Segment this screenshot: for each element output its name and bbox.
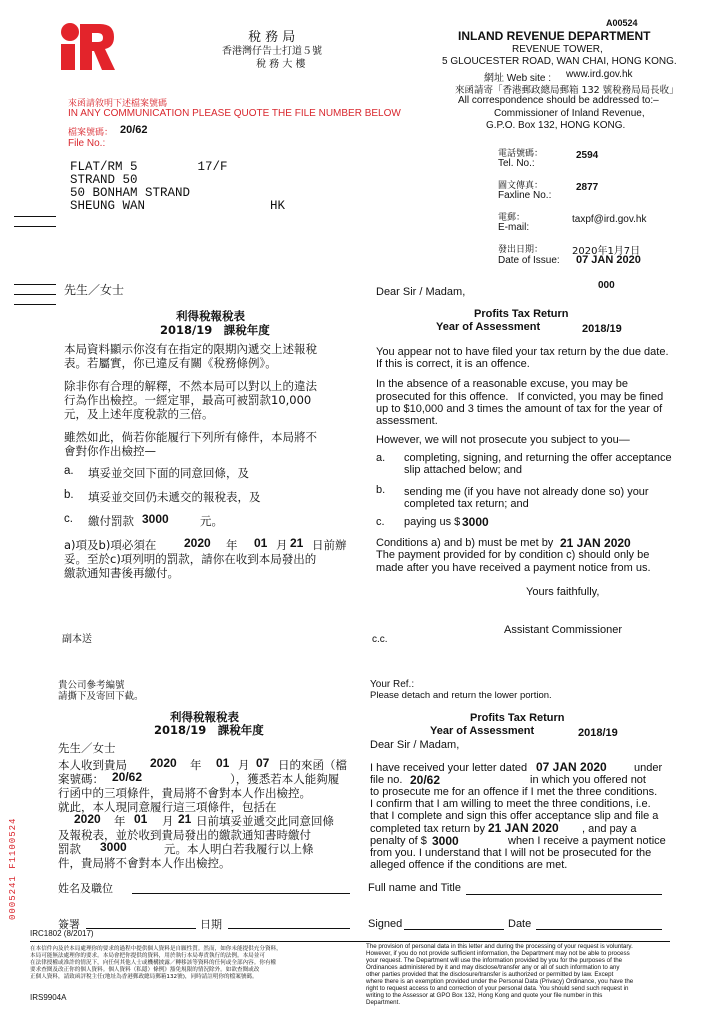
slip-en-title-1: Profits Tax Return [470, 712, 565, 724]
slip-zh-line4: 就此，本人現同意履行這三項條件，包括在 [58, 800, 277, 814]
en-correspondence-1: All correspondence should be addressed to:– [458, 95, 659, 106]
slip-en-line3: to prosecute me for an offence if I met the three conditions. [370, 786, 658, 798]
en-para4-line2: The payment provided for by condition c) should only be [376, 549, 650, 561]
slip-en-line7-prefix: penalty of $ [370, 835, 427, 847]
date-label-zh: 發出日期： [498, 245, 544, 255]
slip-en-line9: alleged offence if the conditions are met. [370, 859, 568, 871]
zh-item-c-unit: 元。 [200, 514, 223, 528]
en-address: 5 GLOUCESTER ROAD, WAN CHAI, HONG KONG. [442, 56, 677, 67]
en-para4-line1: Conditions a) and b) must be met by [376, 537, 554, 549]
file-label-en: File No.: [68, 138, 106, 149]
slip-en-line1-date: 07 JAN 2020 [536, 760, 607, 774]
en-title-2: Year of Assessment [436, 321, 541, 333]
file-number: 20/62 [120, 124, 148, 136]
tel-label-en: Tel. No.: [498, 158, 535, 169]
footer-zh-2: 本局可能無法處理你的要求。本局會把你提供的資料，用於執行本局專責執行的法例。本局並可 [30, 953, 265, 959]
slip-en-line4: I confirm that I am willing to meet the three conditions, i.e. [370, 798, 651, 810]
date-value-zh: 2020年1月7日 [572, 246, 641, 257]
zh-item-c-label: c. [64, 513, 73, 525]
en-item-b-line1: sending me (if you have not already done so) your [404, 486, 649, 498]
email-value[interactable]: taxpf@ird.gov.hk [572, 214, 647, 225]
en-correspondence-2: Commissioner of Inland Revenue, [494, 108, 645, 119]
slip-zh-line7-prefix: 罰款 [58, 842, 81, 856]
footer-en-3: your request. The Department will use the information provided by you for the purposes of the [366, 957, 623, 964]
slip-en-title-year: 2018/19 [578, 727, 618, 739]
ird-logo [58, 20, 116, 72]
zh-salutation: 先生／女士 [64, 283, 125, 297]
footer-en-1: The provision of personal data in this letter and during the processing of your request is voluntary. [366, 943, 633, 950]
zh-address: 香港灣仔告士打道５號 [222, 46, 322, 57]
margin-mark [14, 216, 56, 217]
en-item-a-label: a. [376, 452, 386, 464]
en-para2-line3: up to $10,000 and 3 times the amount of tax for the year of [376, 403, 663, 415]
vertical-barcode-text: 0005241 F1100524 [8, 817, 18, 920]
slip-zh-line5-month: 01 [134, 812, 148, 826]
fax-label-en: Faxline No.: [498, 190, 552, 201]
slip-en-line1-prefix: I have received your letter dated [370, 762, 528, 774]
margin-mark [14, 294, 56, 295]
zh-item-c-text: 繳付罰款 [88, 514, 134, 528]
slip-zh-detach: 請撕下及寄回下截。 [58, 691, 144, 702]
zh-para2-line3: 元，及上述年度稅款的三倍。 [64, 407, 214, 421]
slip-zh-signed-line[interactable] [86, 928, 196, 929]
zh-para3-line1: 雖然如此，倘若你能履行下列所有條件，本局將不 [64, 430, 317, 444]
date-label-en: Date of Issue: [498, 255, 560, 266]
en-para2-line1: In the absence of a reasonable excuse, you may be [376, 378, 628, 390]
website-label: 網址 Web site : [484, 73, 552, 84]
slip-en-date-label: Date [508, 918, 532, 930]
zh-para1-line2: 表。若屬實，你已違反有關《稅務條例》。 [64, 356, 277, 370]
slip-zh-date-label: 日期 [200, 918, 222, 931]
zh-correspondence: 來函請寄「香港郵政總局郵箱 132 號稅務局局長收」 [455, 85, 679, 96]
slip-en-line7-amount: 3000 [432, 834, 459, 848]
footer-en-9: Department. [366, 999, 401, 1006]
address-line-4: SHEUNG WAN [70, 199, 146, 213]
en-item-b-label: b. [376, 484, 386, 496]
zh-building: 稅 務 大 樓 [256, 59, 306, 70]
slip-en-name-label: Full name and Title [368, 882, 461, 894]
slip-en-line6-suffix: , and pay a [582, 823, 637, 835]
tel-label-zh: 電話號碼： [498, 149, 544, 159]
date-value-en: 07 JAN 2020 [576, 254, 641, 266]
en-item-c-amount: 3000 [462, 515, 489, 529]
zh-item-a-label: a. [64, 465, 74, 477]
slip-zh-salutation: 先生／女士 [58, 741, 116, 755]
en-para3: However, we will not prosecute you subject to you— [376, 434, 630, 446]
slip-en-name-line[interactable] [466, 894, 662, 895]
slip-zh-line1-m: 月 [238, 758, 250, 772]
slip-zh-line1-prefix: 本人收到貴局 [58, 758, 127, 772]
email-label-zh: 電郵： [498, 213, 526, 223]
zh-item-b-text: 填妥並交回仍未遞交的報稅表，及 [88, 490, 261, 504]
fax-value: 2877 [576, 182, 599, 193]
en-dept-name: INLAND REVENUE DEPARTMENT [458, 29, 651, 43]
zh-para4-m: 月 [276, 538, 288, 552]
address-line-3: 50 BONHAM STRAND [70, 186, 191, 200]
tel-value: 2594 [576, 150, 599, 161]
footer-irs-code: IRS9904A [30, 993, 67, 1002]
slip-zh-line1-y: 年 [190, 758, 202, 772]
zh-item-b-label: b. [64, 489, 74, 501]
footer-en-6: where there is an exemption provided under the Personal Data (Privacy) Ordinance, you have the [366, 978, 634, 985]
zh-para4-day: 21 [290, 536, 304, 550]
quote-en: IN ANY COMMUNICATION PLEASE QUOTE THE FILE NUMBER BELOW [68, 108, 401, 119]
en-para4-line3: made after you have received a payment notice from us. [376, 562, 651, 574]
en-para1-line1: You appear not to have filed your tax return by the due date. [376, 346, 669, 358]
en-item-a-line1: completing, signing, and returning the offer acceptance [404, 452, 672, 464]
footer-en-5: other parties provided that the disclosure/transfer is authorized or permitted by law. Except [366, 971, 614, 978]
zh-item-a-text: 填妥並交回下面的同意回條，及 [88, 466, 249, 480]
slip-zh-title-2: 2018/19 課稅年度 [154, 723, 264, 737]
slip-en-salutation: Dear Sir / Madam, [370, 739, 460, 751]
footer-en-2: However, if you do not provide sufficient information, the Department may not be able to process [366, 950, 630, 957]
website-link[interactable]: www.ird.gov.hk [566, 69, 633, 80]
zh-para4-line2: 妥。至於c)項列明的罰款，請你在收到本局發出的 [64, 552, 317, 566]
en-item-b-line2: completed tax return; and [404, 498, 529, 510]
ref-code: 000 [598, 280, 615, 291]
email-label-en: E-mail: [498, 222, 530, 233]
footer-zh-1: 在本信件內及於本局處理你的要求的過程中提供個人資料是自願性質。然而，如你未能提供充分資料， [30, 946, 282, 952]
en-correspondence-3: G.P.O. Box 132, HONG KONG. [486, 120, 626, 131]
slip-zh-name-line[interactable] [132, 893, 350, 894]
slip-en-title-2: Year of Assessment [430, 725, 535, 737]
zh-title-2: 2018/19 課稅年度 [160, 323, 270, 337]
zh-para2-line1: 除非你有合理的解釋，不然本局可以對以上的違法 [64, 379, 317, 393]
zh-cc: 副本送 [62, 634, 92, 645]
address-country: HK [270, 199, 286, 213]
slip-zh-name-label: 姓名及職位 [58, 882, 113, 895]
footer-zh-5: 正個人資料，請致函評稅主任(地址為香港郵政總局郵箱132號)，同時請註明你的檔案號碼。 [30, 974, 258, 980]
en-item-c-label: c. [376, 516, 385, 528]
slip-en-detach: Please detach and return the lower portion. [370, 690, 552, 701]
slip-zh-line1-month: 01 [216, 756, 230, 770]
slip-zh-line7-amount: 3000 [100, 840, 127, 854]
slip-zh-line2-file: 20/62 [112, 770, 143, 784]
slip-en-line2-file: 20/62 [410, 773, 441, 787]
footer-en-8: writing to the Assessor at GPO Box 132, Hong Kong and quote your file number in this [366, 992, 603, 999]
file-label-zh: 檔案號碼： [68, 128, 114, 138]
en-item-c-text: paying us $ [404, 516, 461, 528]
slip-en-date-line[interactable] [536, 929, 662, 930]
ird-logo-mark [58, 20, 116, 72]
slip-zh-line2-prefix: 案號碼： [58, 772, 104, 786]
footer-divider [30, 941, 670, 942]
slip-zh-line1-year: 2020 [150, 756, 177, 770]
slip-en-line5: that I complete and sign this offer acceptance slip and file a [370, 810, 659, 822]
en-item-a-line2: slip attached below; and [404, 464, 523, 476]
slip-en-line2-suffix: in which you offered not [530, 774, 646, 786]
en-title-year: 2018/19 [582, 323, 622, 335]
zh-title-1: 利得稅報稅表 [176, 309, 245, 323]
zh-para4-d: 日前辦 [312, 538, 347, 552]
en-title-1: Profits Tax Return [474, 308, 569, 320]
slip-en-line2-prefix: file no. [370, 774, 403, 786]
footer-zh-3: 在法律授權或准許的情況下，向任何其他人士或機構披露／轉移該等資料的任何或全部內容。你有權 [30, 960, 277, 966]
en-salutation: Dear Sir / Madam, [376, 286, 466, 298]
slip-zh-date-line[interactable] [228, 928, 350, 929]
footer-en-4: Ordinances administered by it and may disclose/transfer any or all of such information to any [366, 964, 620, 971]
en-closing: Yours faithfully, [526, 586, 600, 598]
footer-zh-4: 要求查閱及改正你的個人資料。個人資料（私隱）條例》豁免規限的情況除外。如欲查閱或改 [30, 967, 260, 973]
slip-zh-line6: 及報稅表，並於收到貴局發出的繳款通知書時繳付 [58, 828, 311, 842]
margin-mark [14, 226, 56, 227]
fax-label-zh: 圖文傳真： [498, 181, 544, 191]
form-number: IRC1802 (8/2017) [30, 929, 94, 938]
zh-para4-line3: 繳款通知書後再繳付。 [64, 566, 179, 580]
slip-zh-line8: 件，貴局將不會對本人作出檢控。 [58, 856, 231, 870]
slip-zh-line3: 行函中的三項條件，貴局將不會對本人作出檢控。 [58, 786, 311, 800]
slip-en-signed-label: Signed [368, 918, 403, 930]
slip-zh-line5-y: 年 [114, 814, 126, 828]
address-line-1: FLAT/RM 5 17/F [70, 160, 228, 174]
slip-en-line7-suffix: when I receive a payment notice [508, 835, 666, 847]
zh-para4-y: 年 [226, 538, 238, 552]
slip-zh-line2-rest: ），獲悉若本人能夠履 [230, 772, 340, 786]
zh-para1-line1: 本局資料顯示你沒有在指定的限期內遞交上述報稅 [64, 342, 317, 356]
zh-para4-year: 2020 [184, 536, 211, 550]
en-cc: c.c. [372, 634, 388, 645]
address-line-2: STRAND 50 [70, 173, 138, 187]
slip-en-signed-line[interactable] [404, 929, 504, 930]
slip-en-line6-date: 21 JAN 2020 [488, 821, 559, 835]
slip-zh-line1-d: 日的來函（檔 [278, 758, 347, 772]
en-para1-line2: If this is correct, it is an offence. [376, 358, 530, 370]
en-para4-date: 21 JAN 2020 [560, 536, 631, 550]
zh-para4-month: 01 [254, 536, 268, 550]
form-code: A00524 [606, 18, 638, 28]
slip-en-line8: from you. I understand that I will not be prosecuted for the [370, 847, 652, 859]
slip-zh-line5-d: 日前填妥並遞交此同意回條 [196, 814, 334, 828]
zh-para2-line2: 行為作出檢控。一經定罪，最高可被罰款10,000 [64, 393, 312, 407]
slip-en-line1-suffix: under [634, 762, 663, 774]
slip-en-your-ref: Your Ref.: [370, 679, 415, 690]
zh-item-c-amount: 3000 [142, 512, 169, 526]
slip-zh-ref: 貴公司參考編號 [58, 680, 125, 691]
slip-zh-line5-day: 21 [178, 812, 192, 826]
slip-en-line6-prefix: completed tax return by [370, 823, 485, 835]
en-signer: Assistant Commissioner [504, 624, 622, 636]
margin-mark [14, 284, 56, 285]
en-tower: REVENUE TOWER, [512, 44, 603, 55]
footer-en-7: right to request access to and correction of your personal data. You should send such request in [366, 985, 629, 992]
slip-zh-title-1: 利得稅報稅表 [170, 710, 239, 724]
margin-mark [14, 304, 56, 305]
slip-zh-line5-year: 2020 [74, 812, 101, 826]
slip-zh-line1-day: 07 [256, 756, 270, 770]
zh-dept-name: 稅 務 局 [248, 30, 296, 45]
zh-para3-line2: 會對你作出檢控— [64, 444, 156, 458]
en-para2-line4: assessment. [376, 415, 438, 427]
en-para2-line2: prosecuted for this offence. If convicted, you may be fined [376, 391, 664, 403]
quote-zh: 來函請敘明下述檔案號碼 [68, 99, 168, 109]
zh-para4-prefix: a)項及b)項必須在 [64, 538, 157, 552]
slip-zh-line7-rest: 元。本人明白若我履行以上條 [164, 842, 314, 856]
slip-zh-signed-label: 簽署 [58, 918, 80, 931]
slip-zh-line5-m: 月 [162, 814, 174, 828]
